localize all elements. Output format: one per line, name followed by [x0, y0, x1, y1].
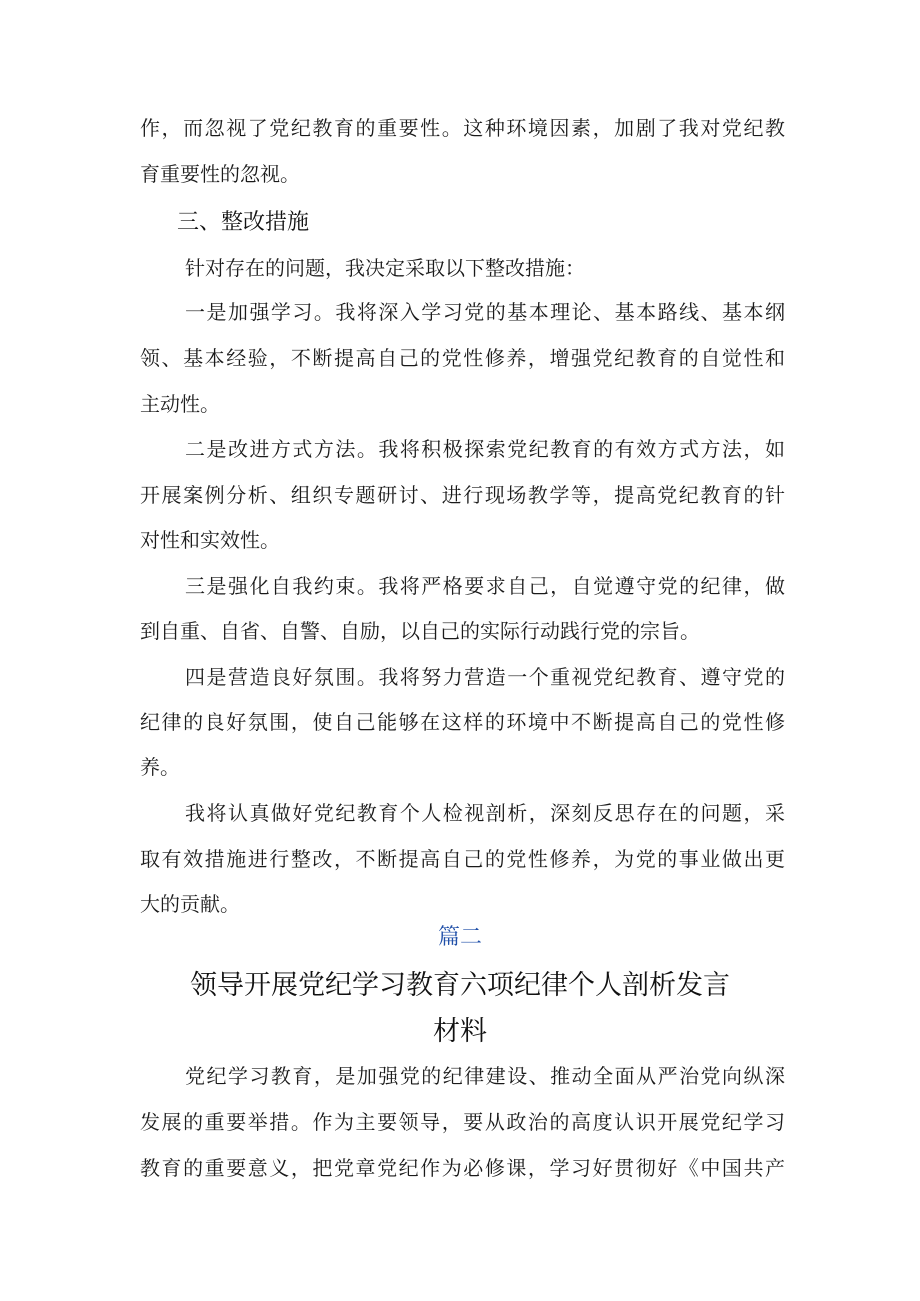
- text-line: 三是强化自我约束。我将严格要求自己，自觉遵守党的纪律，做: [185, 574, 785, 598]
- text-line: 育重要性的忽视。: [140, 162, 300, 186]
- text-line: 作，而忽视了党纪教育的重要性。这种环境因素，加剧了我对党纪教: [140, 116, 785, 140]
- text-line: 开展案例分析、组织专题研讨、进行现场教学等，提高党纪教育的针: [140, 483, 785, 507]
- text-line: 纪律的良好氛围，使自己能够在这样的环境中不断提高自己的党性修: [140, 710, 785, 734]
- part-label: 篇二: [437, 925, 482, 950]
- text-line: 党纪学习教育，是加强党的纪律建设、推动全面从严治党向纵深: [185, 1064, 785, 1088]
- section-heading: 三、整改措施: [177, 210, 310, 235]
- text-line: 二是改进方式方法。我将积极探索党纪教育的有效方式方法，如: [185, 437, 785, 461]
- document-title-line-1: 领导开展党纪学习教育六项纪律个人剖析发言: [190, 970, 730, 1001]
- text-line: 教育的重要意义，把党章党纪作为必修课，学习好贯彻好《中国共产: [140, 1156, 785, 1180]
- text-line: 对性和实效性。: [140, 528, 280, 552]
- text-line: 四是营造良好氛围。我将努力营造一个重视党纪教育、遵守党的: [185, 665, 785, 689]
- text-line: 养。: [140, 755, 180, 779]
- text-line: 发展的重要举措。作为主要领导，要从政治的高度认识开展党纪学习: [140, 1110, 785, 1134]
- intro-line: 针对存在的问题，我决定采取以下整改措施：: [185, 256, 585, 280]
- text-line: 主动性。: [140, 392, 220, 416]
- text-line: 领、基本经验，不断提高自己的党性修养，增强党纪教育的自觉性和: [140, 346, 785, 370]
- text-line: 取有效措施进行整改，不断提高自己的党性修养，为党的事业做出更: [140, 847, 785, 871]
- document-title-line-2: 材料: [433, 1016, 487, 1047]
- text-line: 大的贡献。: [140, 892, 240, 916]
- text-line: 我将认真做好党纪教育个人检视剖析，深刻反思存在的问题，采: [185, 801, 785, 825]
- text-line: 到自重、自省、自警、自励，以自己的实际行动践行党的宗旨。: [140, 619, 700, 643]
- text-line: 一是加强学习。我将深入学习党的基本理论、基本路线、基本纲: [185, 300, 785, 324]
